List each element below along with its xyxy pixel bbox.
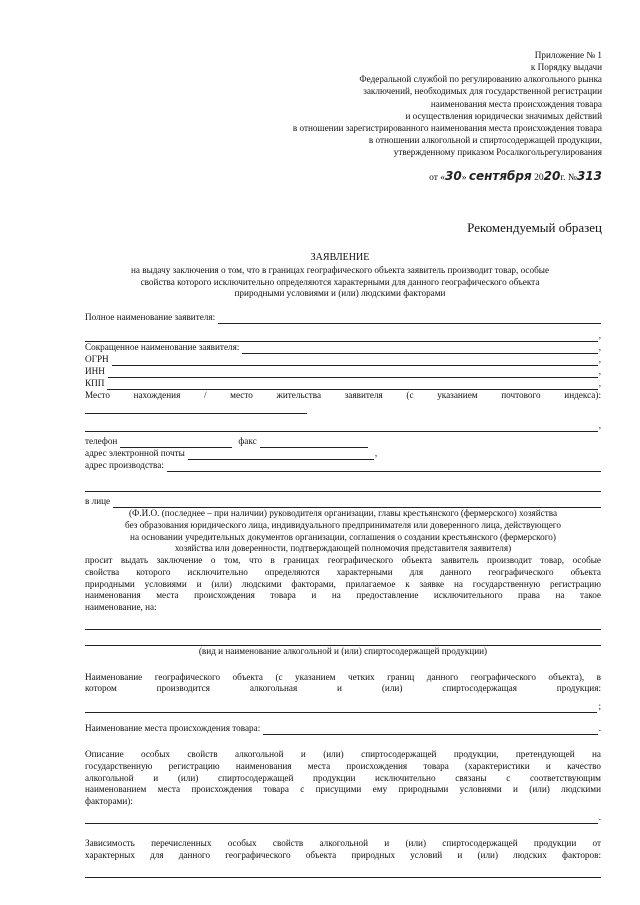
header-line-7: в отношении зарегистрированного наименования места происхождения товара — [292, 122, 602, 133]
in-person-label: в лице — [85, 496, 111, 507]
address-underline[interactable] — [85, 404, 307, 414]
address-underline-2[interactable] — [85, 422, 598, 432]
semicolon-mark: ; — [598, 701, 601, 712]
application-title — [80, 252, 600, 300]
header-line-8: в отношении алкогольной и спиртосодержащей продукции, — [368, 134, 602, 145]
email-line[interactable] — [188, 450, 374, 460]
address-line-1[interactable] — [85, 402, 601, 414]
full-name-line[interactable] — [218, 314, 601, 324]
title-sub-3: природными условиями и (или) людскими факторами — [234, 288, 446, 299]
comma-mark: , — [598, 378, 601, 389]
short-name-field[interactable] — [85, 342, 601, 354]
origin-name-line[interactable] — [263, 725, 597, 735]
short-name-line[interactable] — [242, 344, 597, 354]
full-name-line-2[interactable] — [85, 332, 598, 342]
comma-mark: , — [598, 420, 601, 431]
production-address-line[interactable] — [167, 462, 601, 472]
production-address-field[interactable] — [85, 460, 601, 472]
comma-mark: , — [598, 366, 601, 377]
dot-mark: . — [598, 812, 601, 823]
phone-fax-field[interactable] — [85, 436, 601, 448]
product-line-1[interactable] — [85, 618, 601, 630]
fax-line[interactable] — [260, 438, 368, 448]
header-line-9: утвержденному приказом Росалкогольрегулирования — [393, 147, 602, 158]
description-line[interactable] — [85, 814, 598, 824]
title-sub-1: на выдачу заключения о том, что в границах географического объекта заявитель производит товар, особые — [130, 264, 550, 275]
title-main: ЗАЯВЛЕНИЕ — [310, 252, 370, 263]
production-address-label: адрес производства: — [85, 460, 164, 471]
email-field[interactable] — [85, 448, 601, 460]
header-line-3: Федеральной службой по регулированию алкогольного рынка — [359, 74, 602, 85]
date-day-handwritten: 30 — [445, 169, 462, 184]
description-paragraph: Описание особых свойств алкогольной и (или) спиртосодержащей продукции, претендующей на государственную регистрацию наименования места происхождения товара (характеристики и качество алкогольной и (или) спиртосодержащей продукции исключительно связаны с соответствующим наименованием места происхождения товара с присущими ему природными условиями и (или) людскими факторами): — [85, 749, 601, 807]
dot-mark: . — [598, 723, 601, 734]
inn-field[interactable] — [85, 366, 601, 378]
date-month-handwritten: сентября — [468, 169, 532, 184]
date-year-handwritten: 20 — [543, 169, 561, 184]
inn-label: ИНН — [85, 366, 105, 377]
ogrn-field[interactable] — [85, 354, 601, 366]
dependency-paragraph: Зависимость перечисленных особых свойств алкогольной и (или) спиртосодержащей продукции от характерных для данного географического объекта природных условий и (или) людских факторов: — [85, 838, 601, 860]
product-note: (вид и наименование алкогольной и (или) спиртосодержащей продукции) — [198, 645, 488, 656]
product-line-2[interactable] — [85, 634, 601, 646]
header-line-1: Приложение № 1 — [534, 50, 602, 60]
comma-mark: , — [374, 448, 378, 459]
geo-object-field[interactable] — [85, 701, 601, 713]
ogrn-line[interactable] — [112, 356, 598, 366]
in-person-field[interactable] — [85, 496, 601, 508]
fax-label: факс — [238, 436, 257, 447]
request-paragraph: просит выдать заключение о том, что в границах географического объекта заявитель производит товар, особые свойства которого исключительно определяются характерными для данного географического объекта природными условиями и (или) людскими факторами, прилагаемое к заявке на государственную регистрацию наименования места происхождения товара и на предоставление исключительного права на такое наименование, на: — [85, 555, 601, 613]
address-line-2[interactable] — [85, 420, 601, 432]
date-year-prefix: 20 — [531, 173, 544, 184]
phone-label: телефон — [85, 436, 118, 447]
appendix-header — [202, 49, 602, 185]
email-label: адрес электронной почты — [85, 448, 185, 459]
form-body — [85, 312, 601, 878]
person-note: (Ф.И.О. (последнее – при наличии) руководителя организации, главы крестьянского (фермерского) хозяйства без образования юридического лица, индивидуального предпринимателя или доверенного лица, действующего на основании учредительных документов организации, соглашения о создании крестьянского (фермерского) хозяйства или доверенности, подтверждающей полномочия представителя заявителя) — [125, 508, 561, 554]
origin-name-field[interactable] — [85, 723, 601, 735]
inn-line[interactable] — [108, 368, 598, 378]
title-sub-2: свойства которого исключительно определяются характерными для данного географического объекта — [140, 276, 540, 287]
geo-object-line[interactable] — [85, 703, 597, 713]
full-name-label: Полное наименование заявителя: — [85, 312, 216, 323]
header-line-5: наименования места происхождения товара — [430, 98, 602, 109]
description-field[interactable] — [85, 812, 601, 824]
geo-object-paragraph: Наименование географического объекта (с указанием четких границ данного географического объекта), в котором производится алкогольная и (или) спиртосодержащая продукция: — [85, 671, 601, 694]
kpp-field[interactable] — [85, 378, 601, 390]
recommended-sample-label: Рекомендуемый образец — [467, 220, 602, 235]
full-name-continuation[interactable] — [85, 330, 601, 342]
origin-name-label: Наименование места происхождения товара: — [85, 723, 261, 734]
header-line-4: заключений, необходимых для государственной регистрации — [363, 86, 602, 97]
production-address-line-2[interactable] — [85, 480, 601, 492]
header-line-6: и осуществления юридически значимых действий — [405, 110, 602, 121]
phone-line[interactable] — [120, 438, 232, 448]
in-person-line[interactable] — [113, 498, 601, 508]
dependency-line[interactable] — [85, 866, 601, 878]
order-date-line — [202, 169, 602, 185]
order-number-handwritten: 313 — [576, 169, 602, 184]
kpp-line[interactable] — [107, 380, 597, 390]
header-line-2: к Порядку выдачи — [530, 62, 602, 73]
ogrn-label: ОГРН — [85, 354, 109, 365]
kpp-label: КПП — [85, 378, 105, 389]
comma-mark: , — [598, 342, 601, 353]
comma-mark: , — [598, 330, 601, 341]
short-name-label: Сокращенное наименование заявителя: — [85, 342, 240, 353]
date-prefix: от « — [429, 173, 445, 184]
date-mid: » — [461, 173, 469, 184]
address-label: Место нахождения / место жительства заявителя (с указанием почтового индекса): — [85, 390, 601, 401]
comma-mark: , — [598, 354, 601, 365]
full-name-field[interactable] — [85, 312, 601, 324]
date-suffix: г. № — [560, 173, 577, 184]
